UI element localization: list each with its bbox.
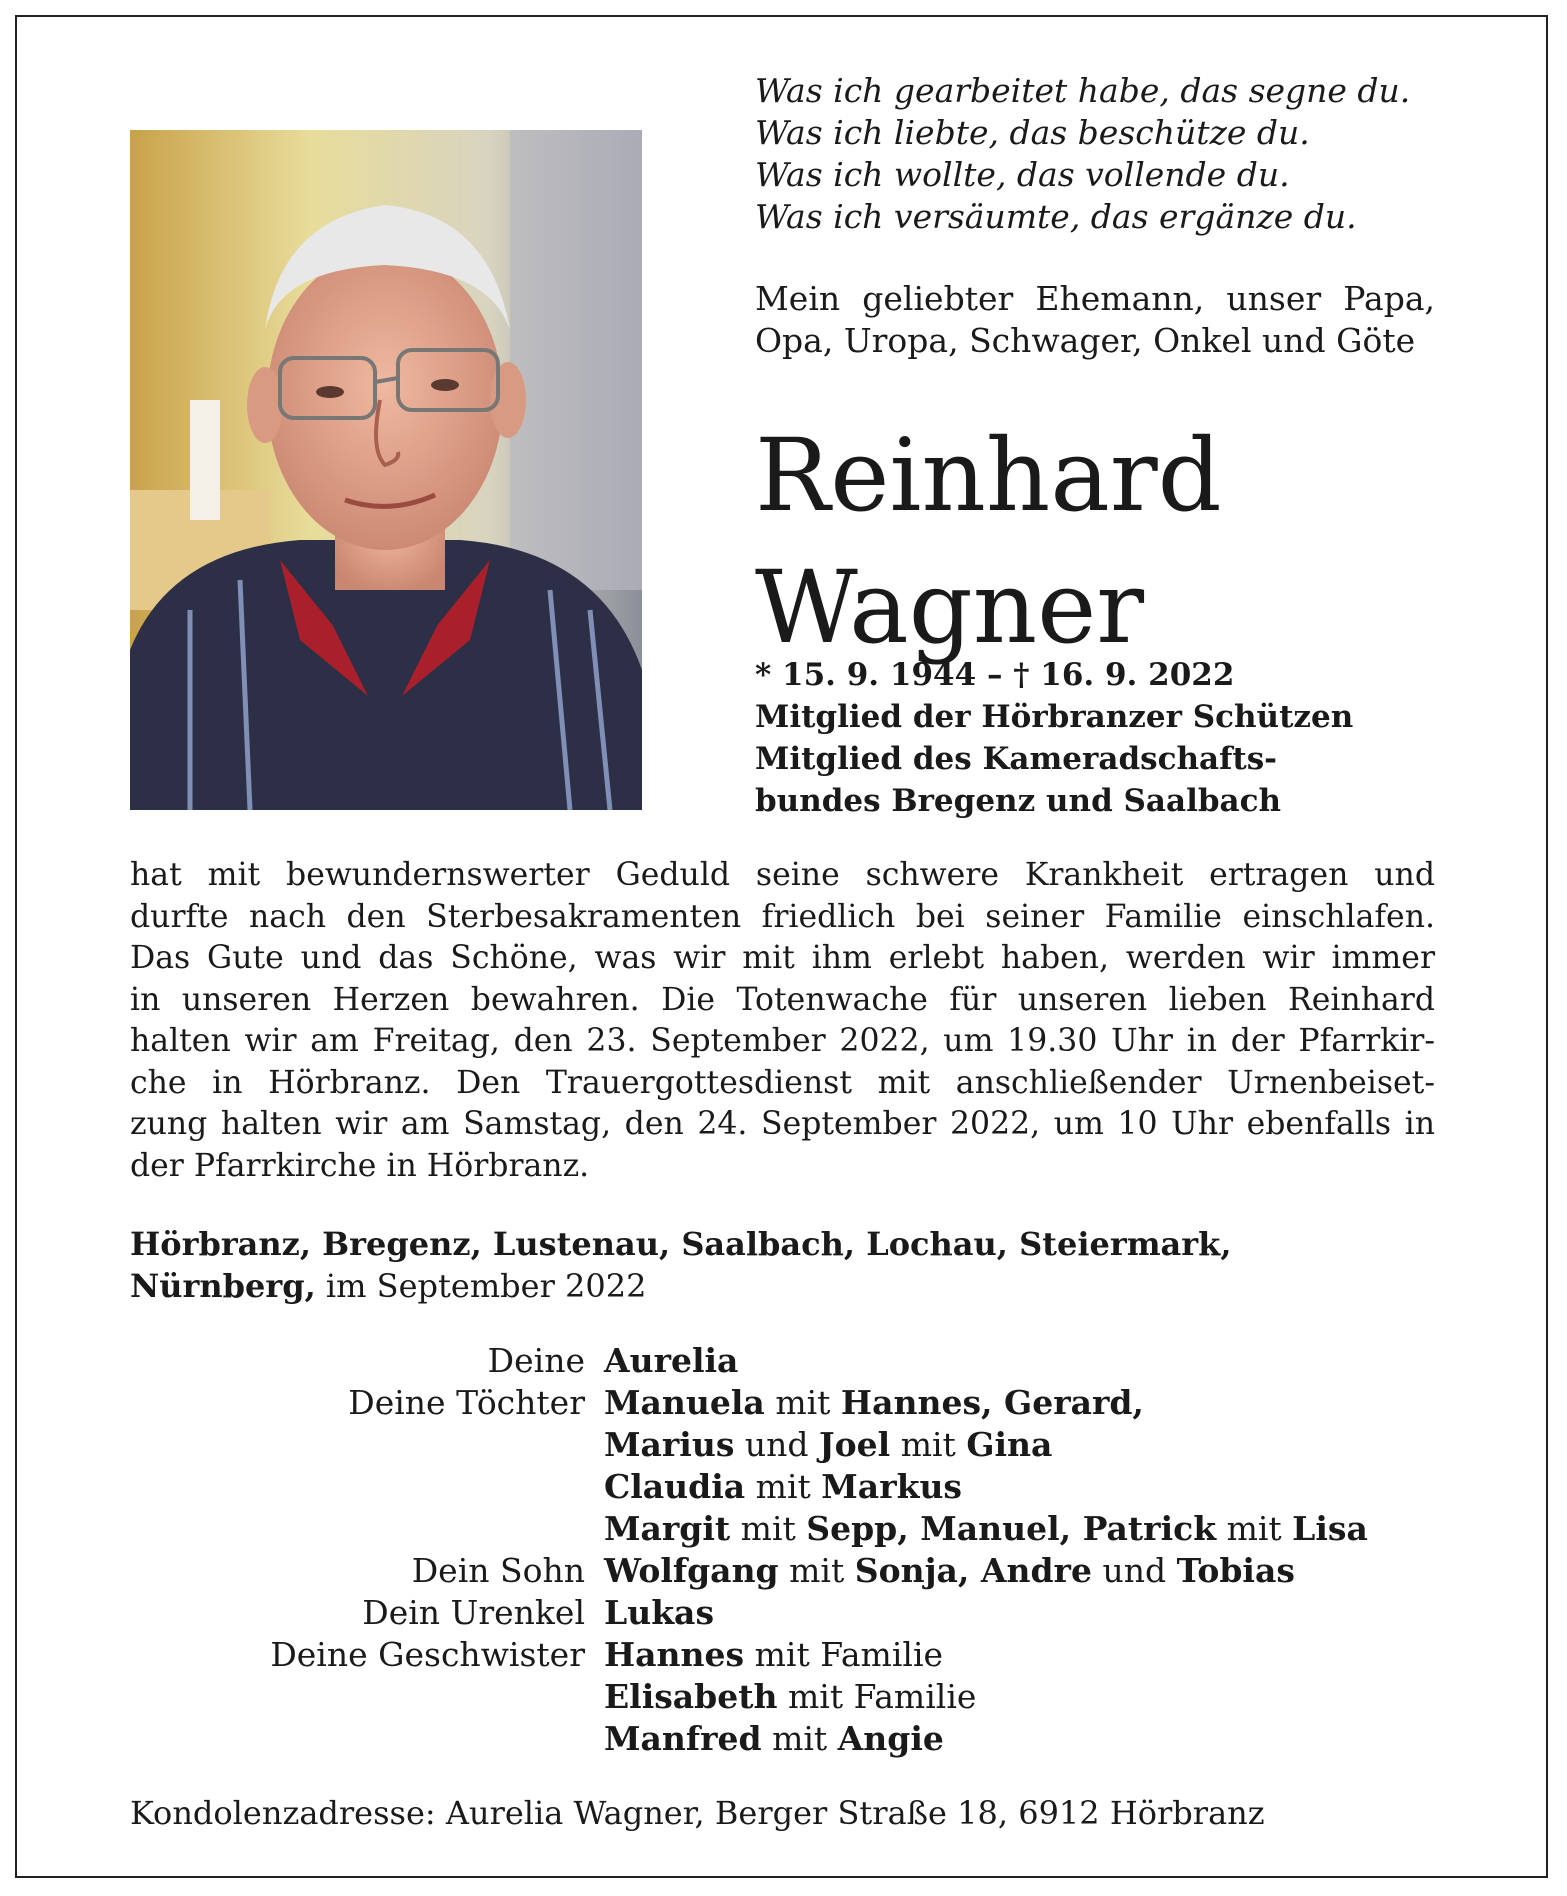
connector: mit [755,1467,811,1506]
body-line: Das Gute und das Schöne, was wir mit ihm erlebt haben, werden wir immer [130,940,1435,976]
deceased-name [755,410,1222,674]
connector: mit Familie [754,1635,944,1674]
family-name: Lukas [604,1593,715,1632]
family-name: Marius [604,1425,735,1464]
family-row [130,1592,1368,1634]
family-row [130,1340,1368,1382]
life-dates-block [755,654,1353,822]
relation-label: Dein Sohn [411,1551,585,1590]
body-line: che in Hörbranz. Den Trauergottesdienst mit anschließender Urnenbeiset- [130,1064,1435,1101]
body-line: der Pfarrkirche in Hörbranz. [130,1147,590,1184]
family-row [130,1424,1368,1466]
connector: mit [772,1719,828,1758]
family-name: Aurelia [604,1341,739,1380]
body-line: in unseren Herzen bewahren. Die Totenwache für unseren lieben Reinhard [130,981,1435,1018]
date-text: im September 2022 [315,1267,647,1305]
body-line: durfte nach den Sterbesakramenten friedlich bei seiner Familie einschlafen. [130,898,1435,935]
intro-line: Opa, Uropa, Schwager, Onkel und Göte [755,321,1416,360]
family-row [130,1466,1368,1508]
connector: und [744,1425,809,1464]
obituary-body [130,855,1435,1187]
family-name: Sonja, Andre [854,1551,1092,1590]
family-name: Angie [837,1719,944,1758]
family-name: Hannes, Gerard, [840,1383,1144,1422]
family-row [130,1550,1368,1592]
family-row [130,1382,1368,1424]
condolence-address: Kondolenzadresse: Aurelia Wagner, Berger Straße 18, 6912 Hörbranz [130,1794,1265,1832]
membership-line: Mitglied des Kameradschafts- [755,741,1278,777]
connector: mit [789,1551,845,1590]
family-row [130,1508,1368,1550]
connector: mit [1226,1509,1282,1548]
relation-label: Deine Geschwister [270,1635,585,1674]
connector: mit [775,1383,831,1422]
poem-line: Was ich gearbeitet habe, das segne du. [755,71,1411,110]
intro-line: Mein geliebter Ehemann, unser Papa, [755,279,1435,318]
portrait-photo [130,130,642,810]
places-date [130,1265,1231,1307]
family-name: Gina [966,1425,1053,1464]
family-name: Wolfgang [604,1551,779,1590]
connector: und [1102,1551,1167,1590]
body-line: hat mit bewundernswerter Geduld seine schwere Krankheit ertragen und [130,857,1435,893]
first-name: Reinhard [755,417,1222,534]
relation-label: Deine [487,1341,585,1380]
family-name: Manuela [604,1383,765,1422]
life-dates: * 15. 9. 1944 – † 16. 9. 2022 [755,657,1235,693]
poem-line: Was ich wollte, das vollende du. [755,155,1290,194]
connector: mit Familie [788,1677,977,1716]
family-name: Elisabeth [604,1677,778,1716]
portrait-illustration [130,130,642,810]
connector: mit [900,1425,956,1464]
family-name: Lisa [1292,1509,1368,1548]
family-list [130,1340,1368,1760]
places-last: Nürnberg, [130,1267,316,1305]
family-row [130,1634,1368,1676]
family-name: Hannes [604,1635,745,1674]
relation-label: Dein Urenkel [362,1593,585,1632]
family-name: Sepp, Manuel, Patrick [806,1509,1217,1548]
membership-line: bundes Bregenz und Saalbach [755,783,1282,819]
poem-line: Was ich liebte, das beschütze du. [755,113,1310,152]
family-name: Margit [604,1509,731,1548]
places-line [130,1223,1231,1307]
poem-line: Was ich versäumte, das ergänze du. [755,197,1357,236]
family-name: Tobias [1176,1551,1295,1590]
family-row [130,1676,1368,1718]
membership-line: Mitglied der Hörbranzer Schützen [755,699,1354,735]
connector: mit [740,1509,796,1548]
family-name: Markus [821,1467,963,1506]
relation-label: Deine Töchter [348,1383,585,1422]
family-name: Joel [819,1425,891,1464]
body-line: zung halten wir am Samstag, den 24. September 2022, um 10 Uhr ebenfalls in [130,1106,1435,1142]
body-line: halten wir am Freitag, den 23. September 2022, um 19.30 Uhr in der Pfarrkir- [130,1023,1435,1059]
last-name: Wagner [755,549,1145,666]
poem-verse [755,70,1495,238]
intro-text [755,278,1435,362]
family-name: Manfred [604,1719,762,1758]
places-list: Hörbranz, Bregenz, Lustenau, Saalbach, Lochau, Steiermark, [130,1225,1232,1263]
family-name: Claudia [604,1467,746,1506]
family-row [130,1718,1368,1760]
